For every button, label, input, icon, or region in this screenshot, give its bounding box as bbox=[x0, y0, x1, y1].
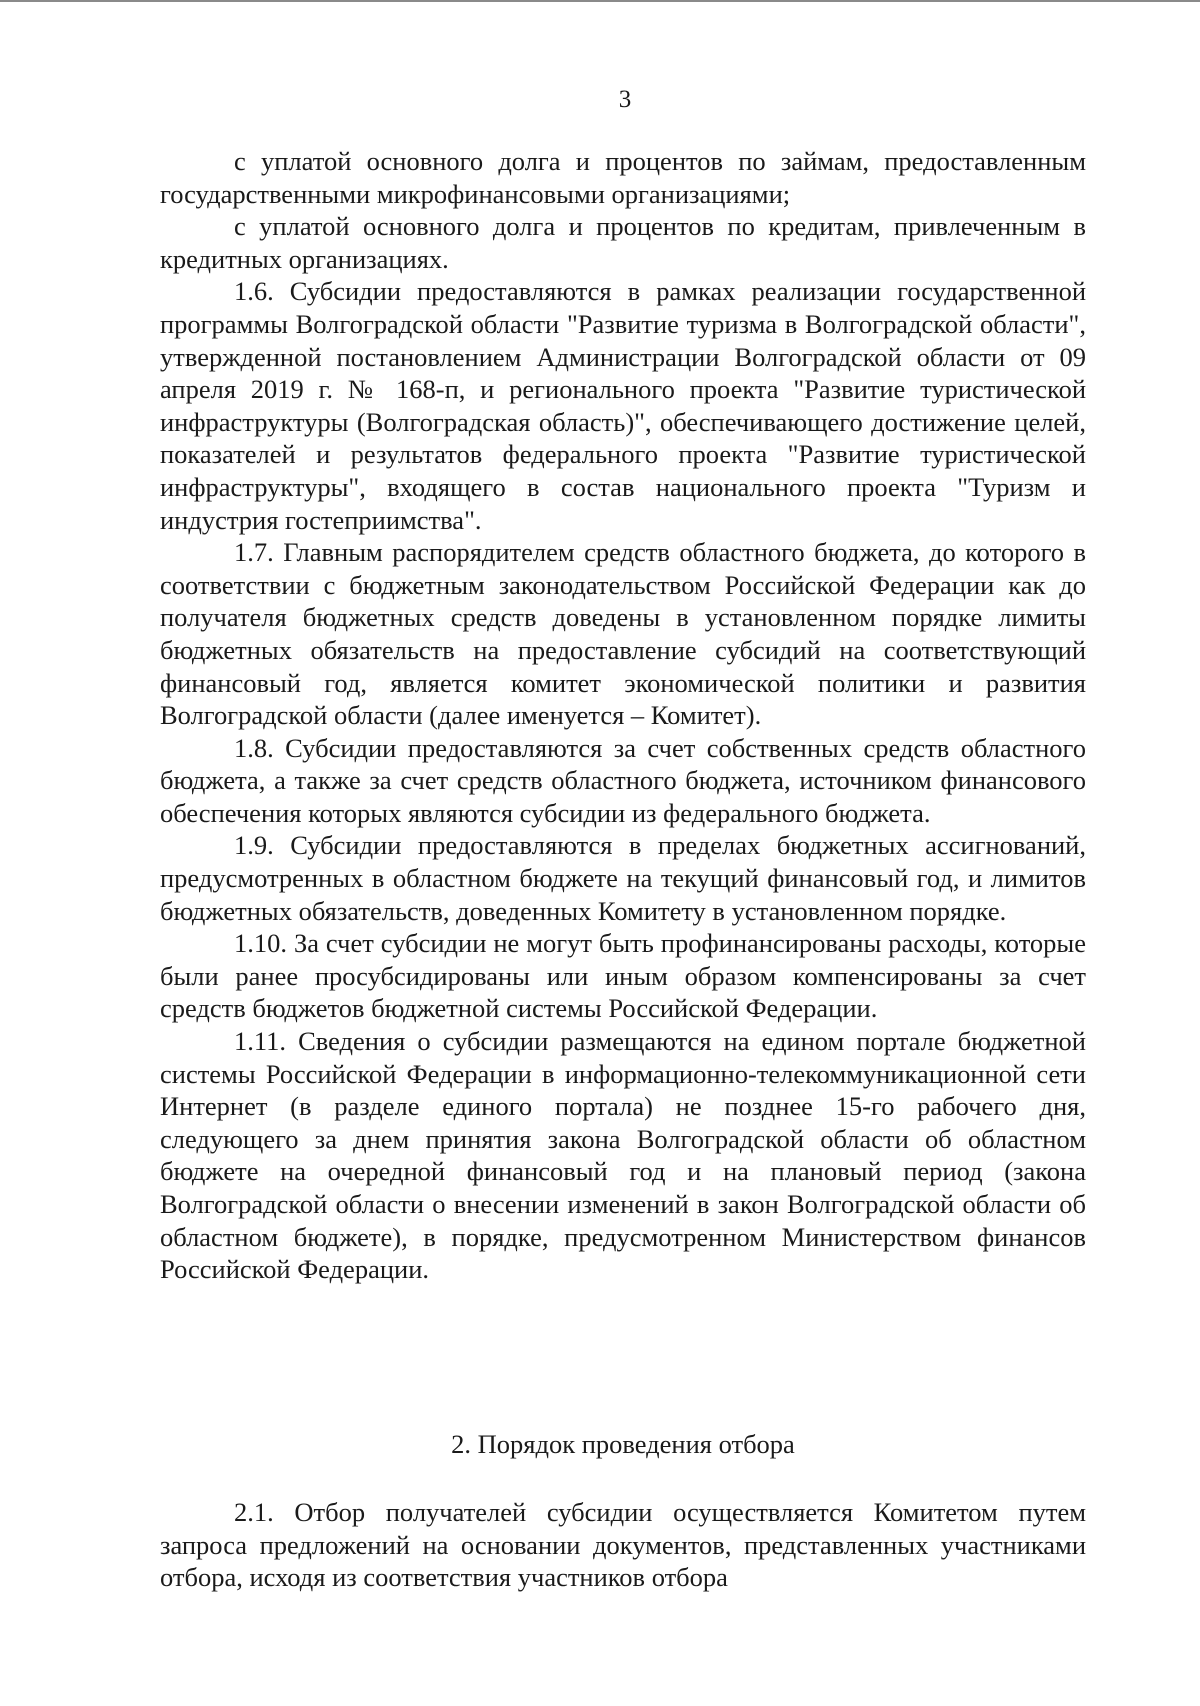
paragraph-1-7: 1.7. Главным распорядителем средств областного бюджета, до которого в соответствии с бюджетным законодательством Российской Федерации как до получателя бюджетных средств доведены в установленном порядке лимиты бюджетных обязательств на предоставление субсидий на соответствующий финансовый год, является комитет экономической политики и развития Волгоградской области (далее именуется – Комитет). bbox=[160, 537, 1086, 731]
body-text bbox=[160, 145, 1086, 1286]
paragraph-1-11: 1.11. Сведения о субсидии размещаются на едином портале бюджетной системы Российской Федерации в информационно-телекоммуникационной сети Интернет (в разделе единого портала) не позднее 15-го рабочего дня, следующего за днем принятия закона Волгоградской области об областном бюджете на очередной финансовый год и на плановый период (закона Волгоградской области о внесении изменений в закон Волгоградской области об областном бюджете), в порядке, предусмотренном Министерством финансов Российской Федерации. bbox=[160, 1026, 1086, 1285]
page-number: 3 bbox=[618, 86, 632, 113]
paragraph-1-10: 1.10. За счет субсидии не могут быть профинансированы расходы, которые были ранее просубсидированы или иным образом компенсированы за счет средств бюджетов бюджетной системы Российской Федерации. bbox=[160, 928, 1086, 1024]
paragraph-1-8: 1.8. Субсидии предоставляются за счет собственных средств областного бюджета, а также за счет средств областного бюджета, источником финансового обеспечения которых являются субсидии из федерального бюджета. bbox=[160, 732, 1086, 828]
section-heading: 2. Порядок проведения отбора bbox=[451, 1429, 795, 1459]
paragraph-loan-payments: с уплатой основного долга и процентов по займам, предоставленным государственными микрофинансовыми организациями; bbox=[160, 146, 1086, 209]
paragraph-credit-payments: с уплатой основного долга и процентов по кредитам, привлеченным в кредитных организациях. bbox=[160, 211, 1086, 274]
paragraph-2-1: 2.1. Отбор получателей субсидии осуществляется Комитетом путем запроса предложений на основании документов, представленных участниками отбора, исходя из соответствия участников отбора bbox=[160, 1497, 1086, 1593]
paragraph-1-9: 1.9. Субсидии предоставляются в пределах бюджетных ассигнований, предусмотренных в областном бюджете на текущий финансовый год, и лимитов бюджетных обязательств, доведенных Комитету в установленном порядке. bbox=[160, 830, 1086, 926]
section-body-text bbox=[160, 1496, 1086, 1594]
paragraph-1-6: 1.6. Субсидии предоставляются в рамках реализации государственной программы Волгоградской области "Развитие туризма в Волгоградской области", утвержденной постановлением Администрации Волгоградской области от 09 апреля 2019 г. № 168-п, и регионального проекта "Развитие туристической инфраструктуры (Волгоградская область)", обеспечивающего достижение целей, показателей и результатов федерального проекта "Развитие туристической инфраструктуры", входящего в состав национального проекта "Туризм и индустрия гостеприимства". bbox=[160, 276, 1086, 535]
